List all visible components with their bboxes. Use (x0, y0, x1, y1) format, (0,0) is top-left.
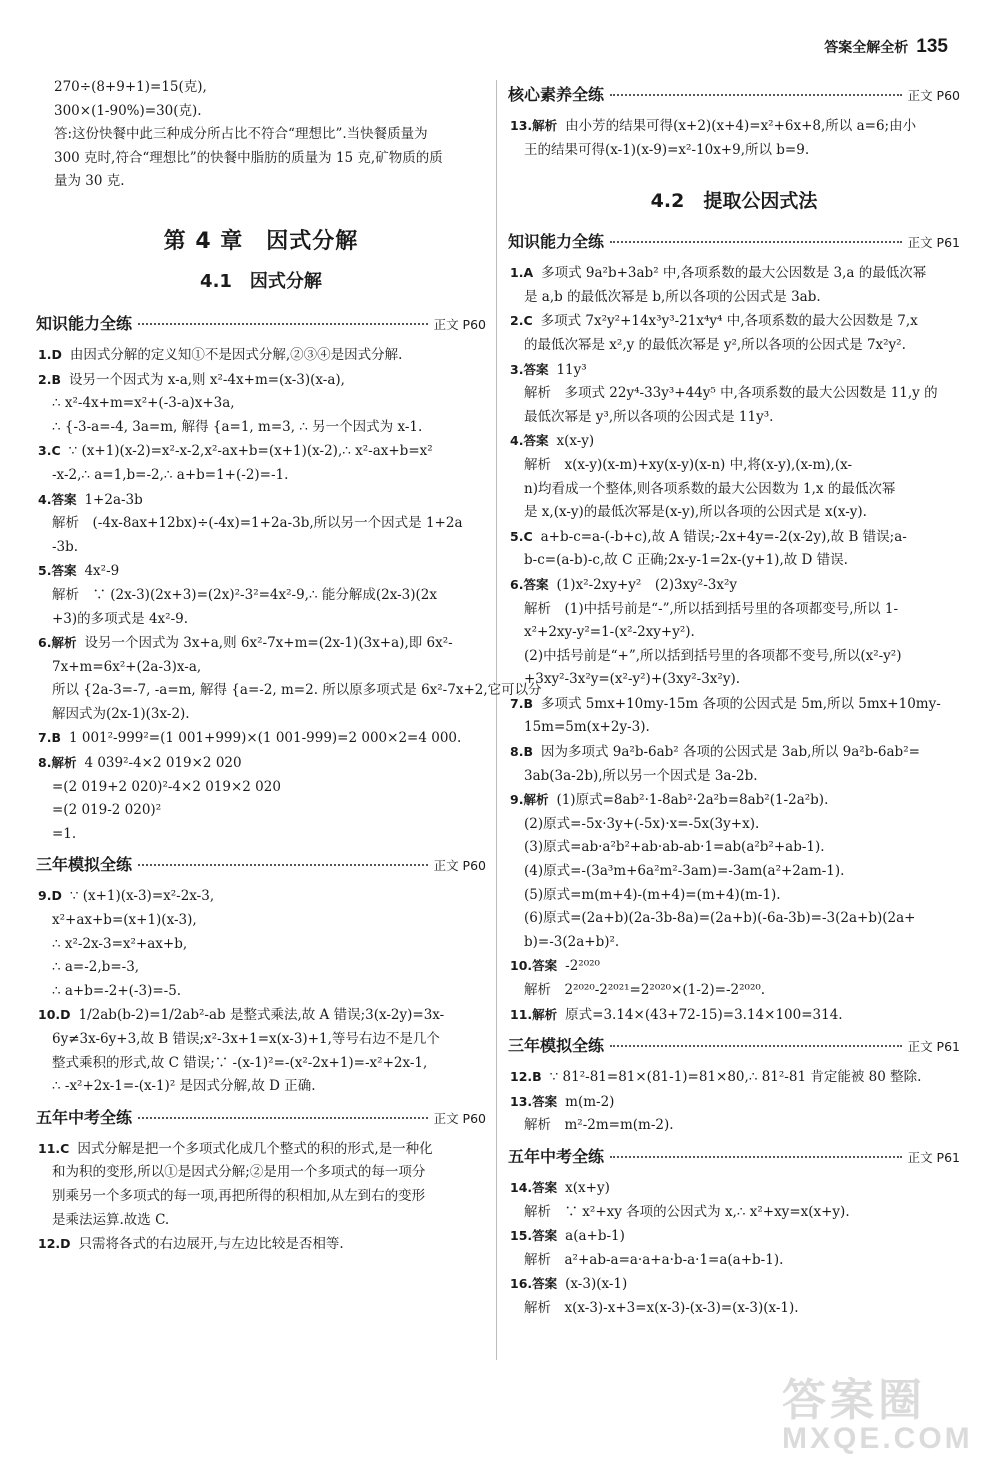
answer-line: 解析 m²-2m=m(m-2). (524, 1117, 674, 1134)
answer-text: m(m-2) (565, 1093, 615, 1110)
answer-line: ∴ -x²+2x-1=-(x-1)² 是因式分解,故 D 正确. (52, 1078, 316, 1095)
answer-line: 整式乘积的形式,故 C 错误;∵ -(x-1)²=-(x²-2x+1)=-x²+2x-1, (52, 1054, 428, 1071)
answer-text: 设另一个因式为 3x+a,则 6x²-7x+m=(2x-1)(3x+a),即 6x²- (84, 635, 453, 652)
page-number: 135 (916, 36, 948, 57)
answer-text: (x-3)(x-1) (565, 1276, 628, 1293)
section-header-page-ref: 正文 P60 (433, 316, 486, 332)
watermark-site: MXQE.COM (782, 1422, 973, 1455)
column-divider (496, 80, 497, 1360)
answer-line: -x-2,∴ a=1,b=-2,∴ a+b=1+(-2)=-1. (52, 466, 289, 483)
answer-line: 是 a,b 的最低次幂是 b,所以各项的公因式是 3ab. (524, 288, 821, 305)
answer-number: 14.答案 (510, 1179, 558, 1195)
section-header-title: 知识能力全练 (36, 313, 133, 333)
answer-item (36, 1137, 486, 1232)
answer-line (508, 429, 960, 454)
answer-line (36, 488, 486, 513)
section-header (508, 1144, 960, 1172)
answer-number: 8.解析 (38, 755, 77, 771)
answer-line: b-c=(a-b)-c,故 C 正确;2x-y-1=2x-(y+1),故 D 错误. (524, 552, 848, 569)
answer-number: 4.答案 (38, 491, 77, 507)
answer-item (36, 343, 486, 368)
answer-line (36, 751, 486, 776)
answer-line: (3)原式=ab·a²b²+ab·ab-ab·1=ab(a²b²+ab-1). (524, 839, 825, 856)
answer-line: 最低次幂是 y³,所以各项的公因式是 11y³. (524, 408, 774, 425)
answer-line: ∴ x²-2x-3=x²+ax+b, (52, 935, 188, 952)
section-header (36, 1105, 486, 1133)
section-header-title: 五年中考全练 (36, 1107, 133, 1127)
text-line: 300 克时,符合“理想比”的快餐中脂肪的质量为 15 克,矿物质的质 (54, 149, 443, 166)
section-header-title: 三年模拟全练 (508, 1036, 605, 1056)
answer-line (508, 1272, 960, 1297)
answer-item (508, 114, 960, 162)
answer-line (36, 368, 486, 393)
chapter-title: 第 4 章 因式分解 (163, 228, 359, 254)
answer-text: 1+2a-3b (84, 491, 143, 508)
answer-line: x²+ax+b=(x+1)(x-3), (52, 912, 197, 929)
intro-text (36, 76, 486, 194)
answer-line: =(2 019-2 020)² (52, 802, 162, 819)
answer-number: 13.答案 (510, 1093, 558, 1109)
section-header-title: 三年模拟全练 (36, 855, 133, 875)
answer-number: 3.答案 (510, 361, 549, 377)
answer-number: 15.答案 (510, 1228, 558, 1244)
answer-number: 9.解析 (510, 792, 549, 808)
answer-line: 是乘法运算.故选 C. (52, 1211, 170, 1228)
answer-text: 1 001²-999²=(1 001+999)×(1 001-999)=2 000×2=4 000. (68, 730, 462, 747)
answer-number: 11.C (38, 1140, 70, 1156)
answer-line: 解析 x(x-3)-x+3=x(x-3)-(x-3)=(x-3)(x-1). (524, 1299, 799, 1316)
answer-item (36, 1003, 486, 1098)
answer-line (36, 1003, 486, 1028)
answer-line: 解析 2²⁰²⁰-2²⁰²¹=2²⁰²⁰×(1-2)=-2²⁰²⁰. (524, 982, 766, 998)
answer-item (36, 751, 486, 846)
answer-text: a(a+b-1) (565, 1228, 625, 1245)
answer-text: 多项式 5mx+10my-15m 各项的公因式是 5m,所以 5mx+10my- (540, 695, 941, 712)
answer-line: 解析 ∵ x²+xy 各项的公因式为 x,∴ x²+xy=x(x+y). (524, 1203, 850, 1220)
answer-number: 16.答案 (510, 1276, 558, 1292)
answer-text: ∵ 81²-81=81×(81-1)=81×80,∴ 81²-81 肯定能被 80 整除. (549, 1069, 922, 1086)
answer-text: 原式=3.14×(43+72-15)=3.14×100=314. (565, 1006, 843, 1023)
watermark-mark: 答案圈 (782, 1375, 926, 1426)
answer-number: 5.C (510, 528, 533, 544)
answer-line: 所以 {2a-3=-7, -a=m, 解得 {a=-2, m=2. 所以原多项式是 6x²-7x+2,它可以分 (52, 682, 542, 699)
answer-number: 5.答案 (38, 563, 77, 579)
answer-line (508, 261, 960, 286)
text-line: 270÷(8+9+1)=15(克), (54, 79, 207, 95)
answer-line (508, 788, 960, 813)
section-header-page-ref: 正文 P61 (907, 235, 960, 251)
answer-item (36, 488, 486, 560)
section-header (36, 852, 486, 880)
answer-text: 1/2ab(b-2)=1/2ab²-ab 是整式乘法,故 A 错误;3(x-2y)=3x- (78, 1007, 445, 1024)
section-header (508, 1033, 960, 1061)
answer-line: 解析 a²+ab-a=a·a+a·b-a·1=a(a+b-1). (524, 1251, 784, 1268)
answer-item (508, 358, 960, 430)
answer-line (508, 1065, 960, 1090)
section-header-dots (610, 1156, 902, 1158)
watermark-logo (782, 1364, 973, 1455)
answer-number: 1.A (510, 265, 534, 281)
answer-line: (6)原式=(2a+b)(2a-3b-8a)=(2a+b)(-6a-3b)=-3(2a+b)(2a+ (524, 910, 916, 927)
answer-number: 2.C (510, 313, 533, 329)
answer-item (508, 954, 960, 1002)
answer-line: +3xy²-3x²y=(x²-y²)+(3xy²-3x²y). (524, 671, 741, 688)
answer-line (508, 1224, 960, 1249)
answer-line: 解析 x(x-y)(x-m)+xy(x-y)(x-n) 中,将(x-y),(x-m),(x- (524, 456, 853, 473)
answer-line: 6y≠3x-6y+3,故 B 错误;x²-3x+1=x(x-3)+1,等号右边不是几个 (52, 1031, 440, 1047)
answer-number: 9.D (38, 888, 62, 904)
answer-line: ∴ {-3-a=-4, 3a=m, 解得 {a=1, m=3, ∴ 另一个因式为 x-1. (52, 418, 423, 435)
answer-text: 由因式分解的定义知①不是因式分解,②③④是因式分解. (69, 346, 403, 363)
answer-text: -2²⁰²⁰ (565, 958, 600, 975)
answer-line: 3ab(3a-2b),所以另一个因式是 3a-2b. (524, 767, 758, 784)
answer-text: 只需将各式的右边展开,与左边比较是否相等. (78, 1236, 344, 1253)
answer-text: a+b-c=a-(-b+c),故 A 错误;-2x+4y=-2(x-2y),故 B 错误;a- (540, 528, 907, 545)
section-header-dots (138, 1117, 428, 1119)
answer-text: 4x²-9 (84, 563, 120, 580)
section-header (508, 82, 960, 110)
right-top-blocks (508, 82, 960, 162)
answer-text: 多项式 9a²b+3ab² 中,各项系数的最大公因数是 3,a 的最低次幂 (541, 265, 927, 282)
section-header-title: 知识能力全练 (508, 232, 605, 252)
section-header (508, 229, 960, 257)
answer-number: 6.解析 (38, 635, 77, 651)
answer-item (36, 368, 486, 440)
answer-number: 2.B (38, 371, 61, 387)
answer-text: (1)原式=8ab²·1-8ab²·2a²b=8ab²(1-2a²b). (556, 792, 829, 809)
section-header-page-ref: 正文 P60 (433, 858, 486, 874)
right-blocks (508, 229, 960, 1320)
answer-line: (2)中括号前是“+”,所以括到括号里的各项都不变号,所以(x²-y²) (524, 647, 902, 664)
answer-item (508, 1272, 960, 1320)
answer-line: 解析 多项式 22y⁴-33y³+44y⁵ 中,各项系数的最大公因数是 11,y 的 (524, 385, 938, 402)
text-line: 300×(1-90%)=30(克). (54, 102, 202, 119)
answer-number: 12.D (38, 1236, 71, 1252)
answer-line: 7x+m=6x²+(2a-3)x-a, (52, 658, 202, 675)
section-title-4-2: 4.2 提取公因式法 (650, 190, 818, 213)
answer-line: n)均看成一个整体,则各项系数的最大公因数为 1,x 的最低次幂 (524, 480, 896, 497)
answer-item (36, 884, 486, 1003)
answer-item (508, 429, 960, 524)
section-header-dots (610, 1045, 902, 1047)
answer-item (36, 439, 486, 487)
answer-number: 6.答案 (510, 576, 549, 592)
answer-line: 的最低次幂是 x²,y 的最低次幂是 y²,所以各项的公因式是 7x²y². (524, 336, 906, 353)
section-header-dots (610, 94, 902, 96)
answer-number: 4.答案 (510, 433, 549, 449)
answer-line: (5)原式=m(m+4)-(m+4)=(m+4)(m-1). (524, 886, 781, 903)
section-header-page-ref: 正文 P60 (433, 1110, 486, 1126)
answer-line: 别乘另一个多项式的每一项,再把所得的积相加,从左到右的变形 (52, 1187, 426, 1204)
header-title: 答案全解全析 (824, 40, 909, 56)
answer-line (508, 692, 960, 717)
answer-text: 11y³ (556, 361, 587, 378)
answer-line: b)=-3(2a+b)². (524, 933, 620, 950)
answer-line: 解因式为(2x-1)(3x-2). (52, 705, 190, 722)
answer-number: 10.D (38, 1007, 71, 1023)
answer-line (36, 1137, 486, 1162)
answer-number: 10.答案 (510, 958, 558, 974)
section-header-dots (138, 864, 428, 866)
answer-item (36, 1232, 486, 1257)
answer-text: 4 039²-4×2 019×2 020 (84, 755, 242, 772)
answer-line (36, 559, 486, 584)
answer-item (508, 692, 960, 740)
answer-line (508, 1090, 960, 1115)
answer-line: 解析 (-4x-8ax+12bx)÷(-4x)=1+2a-3b,所以另一个因式是 1+2a (52, 515, 463, 532)
answer-text: x(x+y) (565, 1179, 610, 1196)
answer-line (36, 726, 486, 751)
answer-line: 解析 ∵ (2x-3)(2x+3)=(2x)²-3²=4x²-9,∴ 能分解成(2x-3)(2x (52, 586, 437, 603)
answer-number: 8.B (510, 744, 533, 760)
answer-number: 12.B (510, 1069, 542, 1085)
section-header-page-ref: 正文 P60 (907, 88, 960, 103)
answer-line: 王的结果可得(x-1)(x-9)=x²-10x+9,所以 b=9. (524, 141, 810, 158)
answer-line: 是 x,(x-y)的最低次幂是(x-y),所以各项的公因式是 x(x-y). (524, 504, 867, 521)
answer-line: =1. (52, 825, 77, 842)
answer-number: 3.C (38, 443, 61, 459)
answer-text: 由小芳的结果可得(x+2)(x+4)=x²+6x+8,所以 a=6;由小 (565, 118, 917, 134)
section-header-title: 核心素养全练 (508, 85, 605, 104)
section-header-dots (138, 323, 428, 325)
text-line: 量为 30 克. (54, 173, 125, 190)
answer-line: -3b. (52, 538, 79, 555)
answer-line (36, 439, 486, 464)
answer-item (508, 309, 960, 357)
answer-line: ∴ a+b=-2+(-3)=-5. (52, 982, 182, 999)
answer-line: ∴ a=-2,b=-3, (52, 959, 140, 976)
answer-item (508, 1176, 960, 1224)
answer-item (508, 261, 960, 309)
section-title-4-1: 4.1 因式分解 (200, 270, 322, 292)
answer-item (508, 1224, 960, 1272)
answer-item (508, 1003, 960, 1028)
answer-line (508, 114, 960, 139)
answer-line (508, 309, 960, 334)
answer-item (508, 573, 960, 692)
answer-line: x²+2xy-y²=1-(x²-2xy+y²). (524, 624, 695, 641)
answer-text: 多项式 7x²y²+14x³y³-21x⁴y⁴ 中,各项系数的最大公因数是 7,x (540, 313, 918, 330)
answer-text: ∵ (x+1)(x-2)=x²-x-2,x²-ax+b=(x+1)(x-2),∴ x²-ax+b=x² (68, 443, 433, 460)
page-header (824, 36, 948, 58)
answer-number: 13.解析 (510, 118, 558, 133)
answer-text: 因为多项式 9a²b-6ab² 各项的公因式是 3ab,所以 9a²b-6ab²= (540, 744, 920, 761)
section-header-page-ref: 正文 P61 (907, 1039, 960, 1055)
answer-line (508, 573, 960, 598)
answer-line: (4)原式=-(3a³m+6a²m²-3am)=-3am(a²+2am-1). (524, 863, 845, 880)
answer-item (36, 559, 486, 631)
text-line: 答:这份快餐中此三种成分所占比不符合“理想比”.当快餐质量为 (54, 126, 428, 143)
answer-item (36, 726, 486, 751)
answer-number: 11.解析 (510, 1006, 558, 1022)
answer-number: 1.D (38, 346, 62, 362)
answer-text: 因式分解是把一个多项式化成几个整式的积的形式,是一种化 (77, 1140, 433, 1157)
answer-line: 解析 (1)中括号前是“-”,所以括到括号里的各项都变号,所以 1- (524, 600, 899, 617)
answer-line (508, 1176, 960, 1201)
answer-item (508, 740, 960, 788)
answer-line: 15m=5m(x+2y-3). (524, 719, 650, 736)
section-header-title: 五年中考全练 (508, 1146, 605, 1166)
answer-number: 7.B (38, 730, 61, 746)
answer-line: (2)原式=-5x·3y+(-5x)·x=-5x(3y+x). (524, 815, 760, 832)
right-column (508, 76, 960, 1321)
answer-line: 和为积的变形,所以①是因式分解;②是用一个多项式的每一项分 (52, 1164, 426, 1181)
answer-item (508, 525, 960, 573)
answer-text: x(x-y) (556, 433, 595, 450)
answer-line (508, 1003, 960, 1028)
answer-text: (1)x²-2xy+y² (2)3xy²-3x²y (556, 576, 738, 593)
answer-line (36, 343, 486, 368)
answer-line (508, 358, 960, 383)
section-header-dots (610, 241, 902, 243)
answer-number: 7.B (510, 695, 533, 711)
answer-text: 设另一个因式为 x-a,则 x²-4x+m=(x-3)(x-a), (68, 371, 345, 388)
answer-line: +3)的多项式是 4x²-9. (52, 610, 189, 627)
answer-line (36, 1232, 486, 1257)
answer-line (36, 631, 486, 656)
answer-line: =(2 019+2 020)²-4×2 019×2 020 (52, 778, 281, 795)
answer-line (508, 954, 960, 979)
answer-item (508, 1065, 960, 1090)
answer-item (508, 788, 960, 954)
answer-line (508, 525, 960, 550)
answer-text: ∵ (x+1)(x-3)=x²-2x-3, (69, 888, 215, 905)
answer-line: ∴ x²-4x+m=x²+(-3-a)x+3a, (52, 395, 235, 412)
answer-item (508, 1090, 960, 1138)
answer-line (36, 884, 486, 909)
answer-line (508, 740, 960, 765)
section-header-page-ref: 正文 P61 (907, 1149, 960, 1165)
section-header (36, 311, 486, 339)
